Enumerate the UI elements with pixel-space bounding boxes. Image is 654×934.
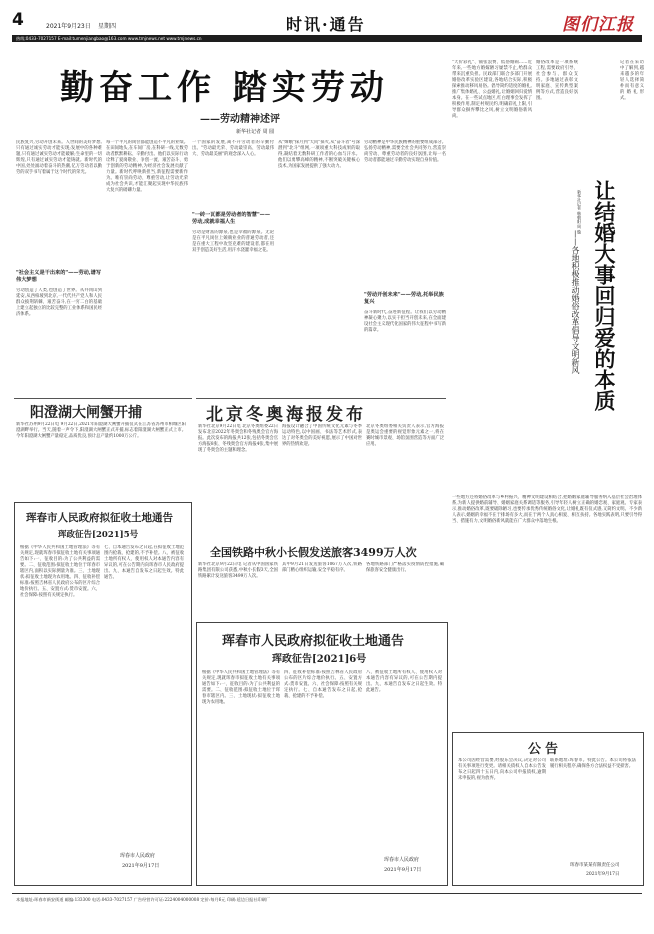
marriage-subhead: ——各地积极推动婚俗改革倡导文明新风 [571, 230, 580, 374]
announcement-sign: 珲春市某某有限责任公司 [570, 863, 620, 868]
lead-col-1b: 劳动创造了人类,也创造了世界。从井冈山到延安,从西柏坡到北京,一代代共产党人和人民群众披荆斩棘、艰苦奋斗,在一穷二白的基础上建立起独立的比较完整的工业体系和国民经济体系。 [16, 288, 102, 317]
yangcheng-body: 新华社苏州9月22日电 9月22日,2021年阳澄湖大闸蟹开捕仪式在江苏省苏州市相城区阳澄湖畔举行。当天,随着一声令下,阳澄湖大闸蟹正式开捕,标志着阳澄湖大闸蟹正式上市。今年阳澄湖大闸蟹产量稳定,品质优良,预计总产量约1000万公斤。 [16, 422, 186, 439]
lead-byline: 新华社记者 周 圆 [236, 129, 275, 135]
railway-body-1: 新华社北京9月22日电 记者从中国国家铁路集团有限公司获悉,中秋小长假3天,全国铁路累计发送旅客3499万人次。 [198, 562, 278, 579]
lead-headline: 勤奋工作 踏实劳动 [60, 68, 389, 108]
notice-1-sign: 珲春市人民政府 [120, 853, 156, 859]
lead-subsection-2: "一砖一瓦都是劳动者的智慧"——劳动,成就幸福人生 [192, 212, 271, 225]
notice-2-number: 珲政征告[2021]6号 [272, 654, 367, 665]
beijing-body-1: 新华社北京9月22日电 北京冬奥组委22日发布北京2022年冬奥会和冬残奥会官方海报。此次发布的海报共12张,包括冬奥会官方海报8张、冬残奥会官方海报4张,集中展现了冬奥会的主题和理念。 [198, 424, 278, 453]
announcement-date: 2021年9月17日 [586, 872, 620, 877]
lead-subsection-1: "社会主义是干出来的"——劳动,谱写伟大梦想 [16, 270, 102, 283]
lead-col-5b: 奋斗新时代,奋进新征程。让我们以劳动精神凝心聚力,以实干担当开创未来,在全面建设社会主义现代化国家的伟大征程中书写新的篇章。 [364, 310, 446, 333]
yangcheng-headline: 阳澄湖大闸蟹开捕 [30, 405, 142, 421]
lead-subsection-3: "劳动开创未来"——劳动,托举民族复兴 [364, 292, 444, 305]
issue-date: 2021年9月23日 [46, 23, 91, 30]
lead-col-3: 一个国家的发展,离不开劳动者的辛勤付出。"劳动最光荣、劳动最崇高、劳动最伟大、劳动最美丽"的观念深入人心。 [192, 140, 274, 157]
marriage-byline: 新华社记者 韩朝阳 周 璇 [577, 190, 582, 234]
notice-2-sign: 珲春市人民政府 [384, 857, 420, 863]
lead-col-5: 劳动精神是中华民族精神的重要组成部分。弘扬劳动精神,需要全社会共同努力,营造崇尚劳动、尊重劳动者的良好氛围,让每一名劳动者都能通过辛勤劳动实现自身价值。 [364, 140, 446, 163]
notice-1-body-b: 七、自本通告发布之日起,在拟征收土地范围内抢栽、抢建的,不予补偿。八、被征收土地所有权人、使用权人对本通告内容有异议的,可在公告期内向珲春市人民政府提出。九、本通告自发布之日起生效。特此通告。 [104, 545, 184, 580]
notice-1-date: 2021年9月17日 [122, 863, 160, 869]
lead-col-1: 民族复兴,劳动开创未来。人世间的美好梦想,只有通过诚实劳动才能实现;发展中的各种难题,只有通过诚实劳动才能破解;生命里的一切辉煌,只有通过诚实劳动才能铸就。新时代的中国,处处涌动着奋斗的热潮,亿万劳动者以勤劳的双手书写着属于这个时代的荣光。 [16, 140, 102, 175]
announcement-body-b: 联系地址:珲春市。特此公告。本公司将依法履行相关程序,确保各方合法权益不受损害。 [550, 758, 636, 769]
beijing-headline: 北京冬奥海报发布 [206, 405, 366, 425]
contact-line: 热线:0433-7027157 E-mail:tumenjiangbao@163.com www.tmjnews.net www.tmjnews.cn [16, 36, 202, 41]
notice-1-title: 珲春市人民政府拟征收土地通告 [26, 512, 173, 524]
railway-headline: 全国铁路中秋小长假发送旅客3499万人次 [210, 546, 417, 559]
notice-1-body-a: 根据《中华人民共和国土地管理法》等有关规定,现就珲春市拟征收土地有关事项通告如下:一、征收目的:为了公共利益的需要。二、征收范围:拟征收土地位于珲春市辖区内,面积以实际测量为准。三、土地现状:拟征收土地现为农用地。四、征收补偿标准:按照吉林省人民政府公布的区片综合地价执行。五、安置方式:货币安置。六、社会保障:按照有关规定执行。 [20, 545, 100, 598]
beijing-body-3: 北京冬奥组委相关负责人表示,官方海报是奥运会重要的视觉形象元素之一,将在赛时城市景观、场馆氛围营造等方面广泛应用。 [366, 424, 444, 447]
lead-col-3b: 劳动是财富的源泉,也是幸福的源泉。无论是在平凡岗位上兢兢业业的普通劳动者,还是在重大工程中攻坚克难的建设者,都在用双手创造美好生活,用汗水浇灌幸福之花。 [192, 230, 274, 253]
notice-2-title: 珲春市人民政府拟征收土地通告 [222, 634, 405, 649]
lead-col-4: 从"嫦娥"探月到"天问"探火,从"奋斗者"号深潜到"北斗"组网,一项项重大科技成果的取得,凝结着无数科研工作者的心血与汗水。他们以勇攀高峰的精神,不断突破关键核心技术,为国家发展提供了强大动力。 [278, 140, 360, 169]
beijing-body-2: 海报设计融合了中国传统文化元素与冬季运动特色,以中国画、书法等艺术形式,表达了对冬奥会的美好祝愿,展示了中国对世界的热情欢迎。 [282, 424, 362, 447]
notice-2-body-b: 四、征收补偿标准:按照吉林省人民政府公布的区片综合地价执行。五、安置方式:货币安置。六、社会保障:按照有关规定执行。七、自本通告发布之日起,抢栽、抢建的不予补偿。 [284, 670, 362, 699]
marriage-col-1: "天价彩礼"、铺张浪费、低俗婚闹……近年来,一些地方婚嫁陋习屡禁不止,给群众带来沉重负担。民政部门联合多部门开展婚俗改革实验区建设,各地结合实际,积极探索推动移风易俗。倡导简约适度的婚礼,推广集体婚礼、公益婚礼,让婚姻回归爱情本身。在一些试点地区,红白理事会发挥了积极作用,制定村规民约,明确彩礼上限,引导群众摒弃攀比之风,树立文明婚俗新风尚。 [452, 60, 532, 119]
issue-weekday: 星期四 [98, 23, 117, 30]
page-number: 4 [12, 10, 24, 30]
notice-1-number: 珲政征告[2021]5号 [58, 530, 139, 540]
masthead [12, 10, 642, 50]
notice-2-date: 2021年9月17日 [384, 867, 422, 873]
footer-text: 本报地址:珲春市新安街道 邮编:133300 电话:0433-7027157 广告经营许可证:2224004000008 定价:每月6元 印刷:延边日报社印刷厂 [16, 897, 271, 902]
notice-2-body-a: 根据《中华人民共和国土地管理法》等有关规定,现就珲春市拟征收土地有关事项通告如下:一、征收目的:为了公共利益的需要。二、征收范围:拟征收土地位于珲春市辖区内。三、土地现状:拟征收土地现为农用地。 [202, 670, 280, 705]
lead-subhead: ——劳动精神述评 [200, 114, 280, 125]
railway-body-3: 各地铁路部门严格落实疫情防控措施,确保旅客安全健康出行。 [366, 562, 444, 573]
marriage-col-2: 婚俗改革是一项系统工程,需要政府引导、社会参与、群众支持。多地通过表彰文明家庭、宣传典型案例等方式,营造良好氛围。 [536, 60, 578, 101]
marriage-col-3: 记者在采访中了解到,越来越多的年轻人选择简朴而有意义的婚礼形式。 [620, 60, 644, 101]
paper-logo: 图们江报 [562, 15, 634, 35]
marriage-headline: 让结婚大事回归爱的本质 [592, 180, 617, 411]
announcement-title: 公告 [528, 742, 563, 757]
marriage-col-4: 一些地方还将婚俗改革与乡村振兴、精神文明建设相结合,把婚姻家庭辅导服务纳入基层社会治理体系,为新人提供婚前辅导、婚姻家庭关系调适等服务,引导年轻人树立正确的婚恋观、家庭观。专家表示,推动婚俗改革,既要破除陋习,也要传承优秀传统婚俗文化,让婚礼既有仪式感,又简约文明。不少新人表示,婚姻的幸福不在于排场有多大,而在于两个人真心相爱、相互扶持。各地实践表明,只要引导得当、措施有力,文明婚俗新风就能在广大群众中落地生根。 [452, 495, 642, 524]
footer-rule [12, 893, 642, 894]
notice-2-body-c: 八、被征收土地所有权人、使用权人对本通告内容有异议的,可在公告期内提出。九、本通告自发布之日起生效。特此通告。 [366, 670, 442, 693]
section-title: 时讯·通告 [286, 15, 366, 34]
railway-body-2: 其中9月21日发送旅客1067万人次,铁路部门精心组织运输,安全平稳有序。 [282, 562, 362, 573]
lead-col-2: 每一个平凡的岗位都能创造不平凡的业绩。在田间地头,在车间厂房,在科研一线,无数劳动者默默耕耘、辛勤付出。他们以实际行动诠释了爱岗敬业、争创一流、艰苦奋斗、勇于创新的劳动精神,为经济社会发展贡献了力量。新时代呼唤新担当,新征程需要新作为。唯有崇尚劳动、尊重劳动,让劳动光荣成为社会共识,才能汇聚起实现中华民族伟大复兴的磅礴力量。 [106, 140, 188, 193]
announcement-body-a: 本公司因经营需要,经股东会决议,决定对公司有关事项进行变更。请相关债权人自本公告发布之日起四十五日内,向本公司申报债权,逾期未申报的,视为放弃。 [458, 758, 546, 781]
